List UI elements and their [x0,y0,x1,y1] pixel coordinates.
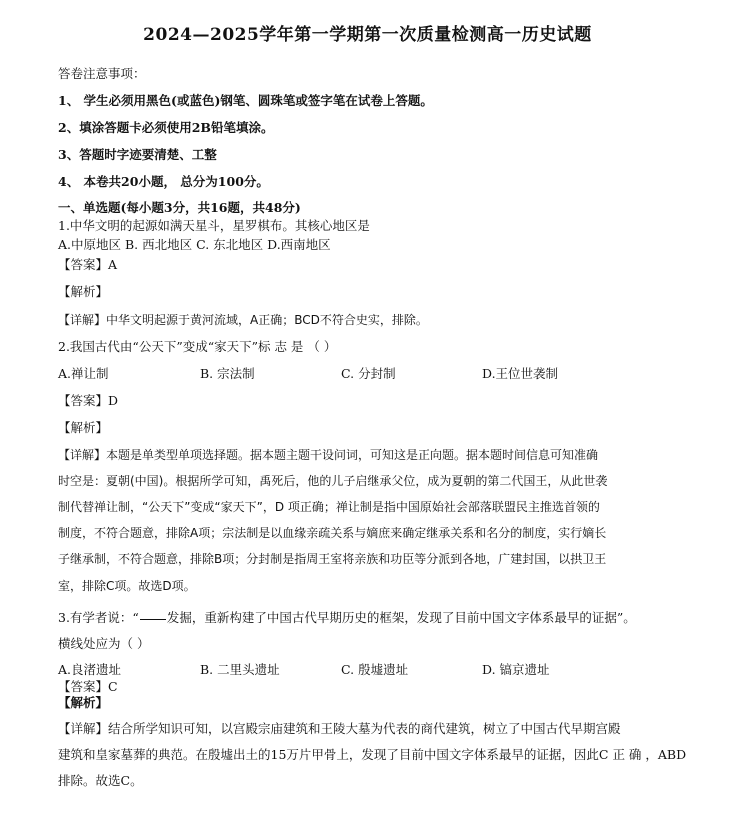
q2-analysis: 【解析】 [58,420,109,435]
q3-stem-pre: 3.有学者说：“ [58,610,139,625]
q3-option-b: B. 二里头遗址 [200,662,280,677]
notice-item-3: 3、答题时字迹要清楚、工整 [58,147,217,162]
q2-detail-line-2: 时空是：夏朝(中国)。根据所学可知，禹死后，他的儿子启继承父位，成为夏朝的第二代国王，从此世袭 [58,474,608,488]
q2-detail-line-4: 制度，不符合题意，排除A项；宗法制是以血缘亲疏关系与嫡庶来确定继承关系和名分的制度，实行嫡长 [58,526,607,540]
q2-detail-line-6: 室，排除C项。故选D项。 [58,579,196,593]
q3-stem [58,610,636,626]
q2-detail-line-1: 【详解】本题是单类型单项选择题。据本题主题干设问词，可知这是正向题。据本题时间信息可知准确 [58,448,599,462]
section-heading: 一、单选题(每小题3分，共16题，共48分) [58,200,301,215]
q3-stem-post: 发掘，重新构建了中国古代早期历史的框架，发现了目前中国文字体系最早的证据”。 [166,610,636,625]
q1-analysis: 【解析】 [58,284,109,299]
q1-stem: 1.中华文明的起源如满天星斗，星罗棋布。其核心地区是 [58,218,370,233]
q3-analysis: 【解析】 [58,695,109,710]
page-title: 2024—2025学年第一学期第一次质量检测高一历史试题 [143,25,592,45]
q2-option-c: C. 分封制 [341,366,396,381]
q3-detail-line-1: 【详解】结合所学知识可知，以宫殿宗庙建筑和王陵大墓为代表的商代建筑，树立了中国古代早期宫殿 [58,721,621,736]
q3-option-a: A.良渚遗址 [58,662,122,677]
q1-detail: 【详解】中华文明起源于黄河流域，A正确；BCD不符合史实，排除。 [58,313,428,327]
q2-answer: 【答案】D [58,393,119,408]
q3-detail-line-2: 建筑和皇家墓葬的典范。在殷墟出土的15万片甲骨上，发现了目前中国文字体系最早的证据，因此C 正 确 ，ABD [58,747,687,762]
q2-option-b: B. 宗法制 [200,366,255,381]
q2-detail-line-3: 制代替禅让制，“公天下”变成“家天下”，D 项正确；禅让制是指中国原始社会部落联盟民主推选首领的 [58,500,600,514]
q2-detail-line-5: 子继承制，不符合题意，排除B项；分封制是指周王室将亲族和功臣等分派到各地，广建封国，以拱卫王 [58,552,607,566]
q3-stem-2: 横线处应为（ ） [58,636,150,651]
q3-blank [140,619,166,620]
q2-option-d: D.王位世袭制 [482,366,559,381]
notice-item-4: 4、 本卷共20小题， 总分为100分。 [58,174,269,189]
q1-options: A.中原地区 B. 西北地区 C. 东北地区 D.西南地区 [58,237,331,252]
q2-option-a: A.禅让制 [58,366,109,381]
q3-detail-line-3: 排除。故选C。 [58,773,143,788]
notice-item-2: 2、填涂答题卡必须使用2B铅笔填涂。 [58,120,274,135]
q1-answer: 【答案】A [58,257,118,272]
q3-option-c: C. 殷墟遗址 [341,662,409,677]
notice-heading: 答卷注意事项： [58,66,146,81]
q3-option-d: D. 镐京遗址 [482,662,550,677]
q2-stem: 2.我国古代由“公天下”变成“家天下”标 志 是 （ ） [58,339,337,354]
notice-item-1: 1、 学生必须用黑色(或蓝色)钢笔、圆珠笔或签字笔在试卷上答题。 [58,93,433,108]
q3-answer: 【答案】C [58,679,118,694]
